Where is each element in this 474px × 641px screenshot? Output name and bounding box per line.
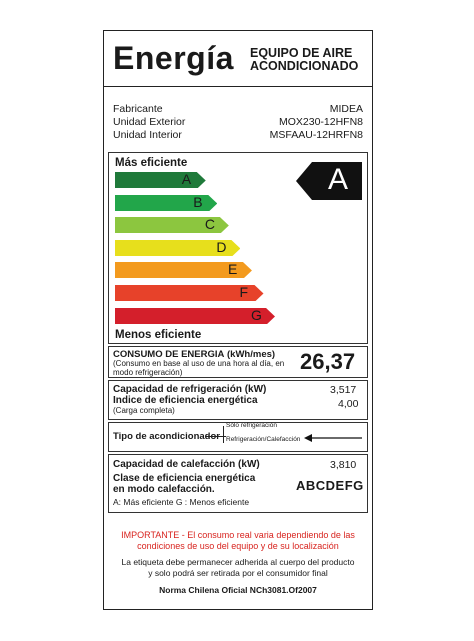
consumption-note-line-1: (Consumo en base al uso de una hora al día, en — [113, 359, 285, 368]
type-bracket — [223, 426, 224, 443]
more-efficient-label: Más eficiente — [115, 157, 188, 169]
efficiency-index-label: Indice de eficiencia energética — [113, 395, 258, 406]
type-label: Tipo de acondicionador — [113, 431, 220, 442]
efficiency-bar-letter: A — [181, 171, 192, 187]
header-divider — [103, 86, 373, 87]
info-row-indoor-unit — [113, 129, 363, 141]
heating-class-value: ABCDEFG — [296, 478, 364, 493]
heating-capacity-label: Capacidad de calefacción (kW) — [113, 459, 260, 470]
efficiency-bar-letter: F — [239, 284, 249, 300]
efficiency-bar-letter: E — [227, 261, 238, 278]
consumption-note — [113, 359, 284, 377]
important-line-2: condiciones de uso del equipo y de su localización — [137, 541, 339, 551]
less-efficient-label: Menos eficiente — [115, 329, 202, 341]
heating-class-label-line-2: en modo calefacción. — [113, 484, 215, 495]
heating-class-label — [113, 473, 255, 495]
info-row-manufacturer — [113, 103, 363, 115]
heating-class-label-line-1: Clase de eficiencia energética — [113, 473, 256, 484]
info-label: Fabricante — [113, 103, 163, 115]
rating-letter: A — [327, 163, 348, 196]
consumption-unit: (kWh/mes) — [227, 349, 276, 360]
heating-capacity-value: 3,810 — [330, 459, 357, 471]
efficiency-bar-letter: G — [251, 306, 262, 323]
type-option-cooling-only: Sólo refrigeración — [226, 422, 277, 429]
left-arrow-icon — [304, 433, 362, 443]
label-title: Energía — [113, 40, 234, 76]
efficiency-bar-a — [115, 172, 206, 188]
info-value: MIDEA — [329, 103, 363, 115]
efficiency-index-note: (Carga completa) — [113, 406, 175, 415]
consumption-label: CONSUMO DE ENERGIA — [113, 349, 225, 360]
important-notice — [108, 530, 368, 552]
subtitle-line-2: ACONDICIONADO — [250, 59, 359, 73]
info-value: MOX230-12HFN8 — [278, 116, 363, 128]
label-subtitle — [250, 47, 358, 73]
cooling-capacity-label: Capacidad de refrigeración (kW) — [113, 384, 267, 395]
adhesion-notice — [103, 557, 373, 579]
info-row-outdoor-unit — [113, 116, 363, 128]
info-label: Unidad Interior — [113, 129, 182, 141]
consumption-value: 26,37 — [300, 349, 356, 374]
info-value: MSFAAU-12HRFN8 — [269, 129, 363, 141]
efficiency-bar-letter: C — [204, 216, 215, 233]
efficiency-bar-letter: B — [193, 193, 203, 210]
type-option-cooling-heating: Refrigeración/Calefacción — [226, 436, 301, 443]
subtitle-line-1: EQUIPO DE AIRE — [250, 46, 353, 60]
heating-class-note: A: Más eficiente G : Menos eficiente — [113, 497, 250, 507]
efficiency-index-value: 4,00 — [338, 398, 359, 410]
cooling-capacity-value: 3,517 — [330, 384, 357, 396]
consumption-note-line-2: modo refrigeración) — [113, 368, 183, 377]
info-label: Unidad Exterior — [113, 116, 186, 128]
norm-reference: Norma Chilena Oficial NCh3081.Of2007 — [159, 585, 317, 595]
adhesion-line-1: La etiqueta debe permanecer adherida al cuerpo del producto — [121, 557, 355, 567]
important-line-1: IMPORTANTE - El consumo real varia dependiendo de las — [121, 530, 355, 540]
adhesion-line-2: y solo podrá ser retirada por el consumidor final — [148, 568, 328, 578]
efficiency-bar-letter: D — [216, 238, 227, 255]
